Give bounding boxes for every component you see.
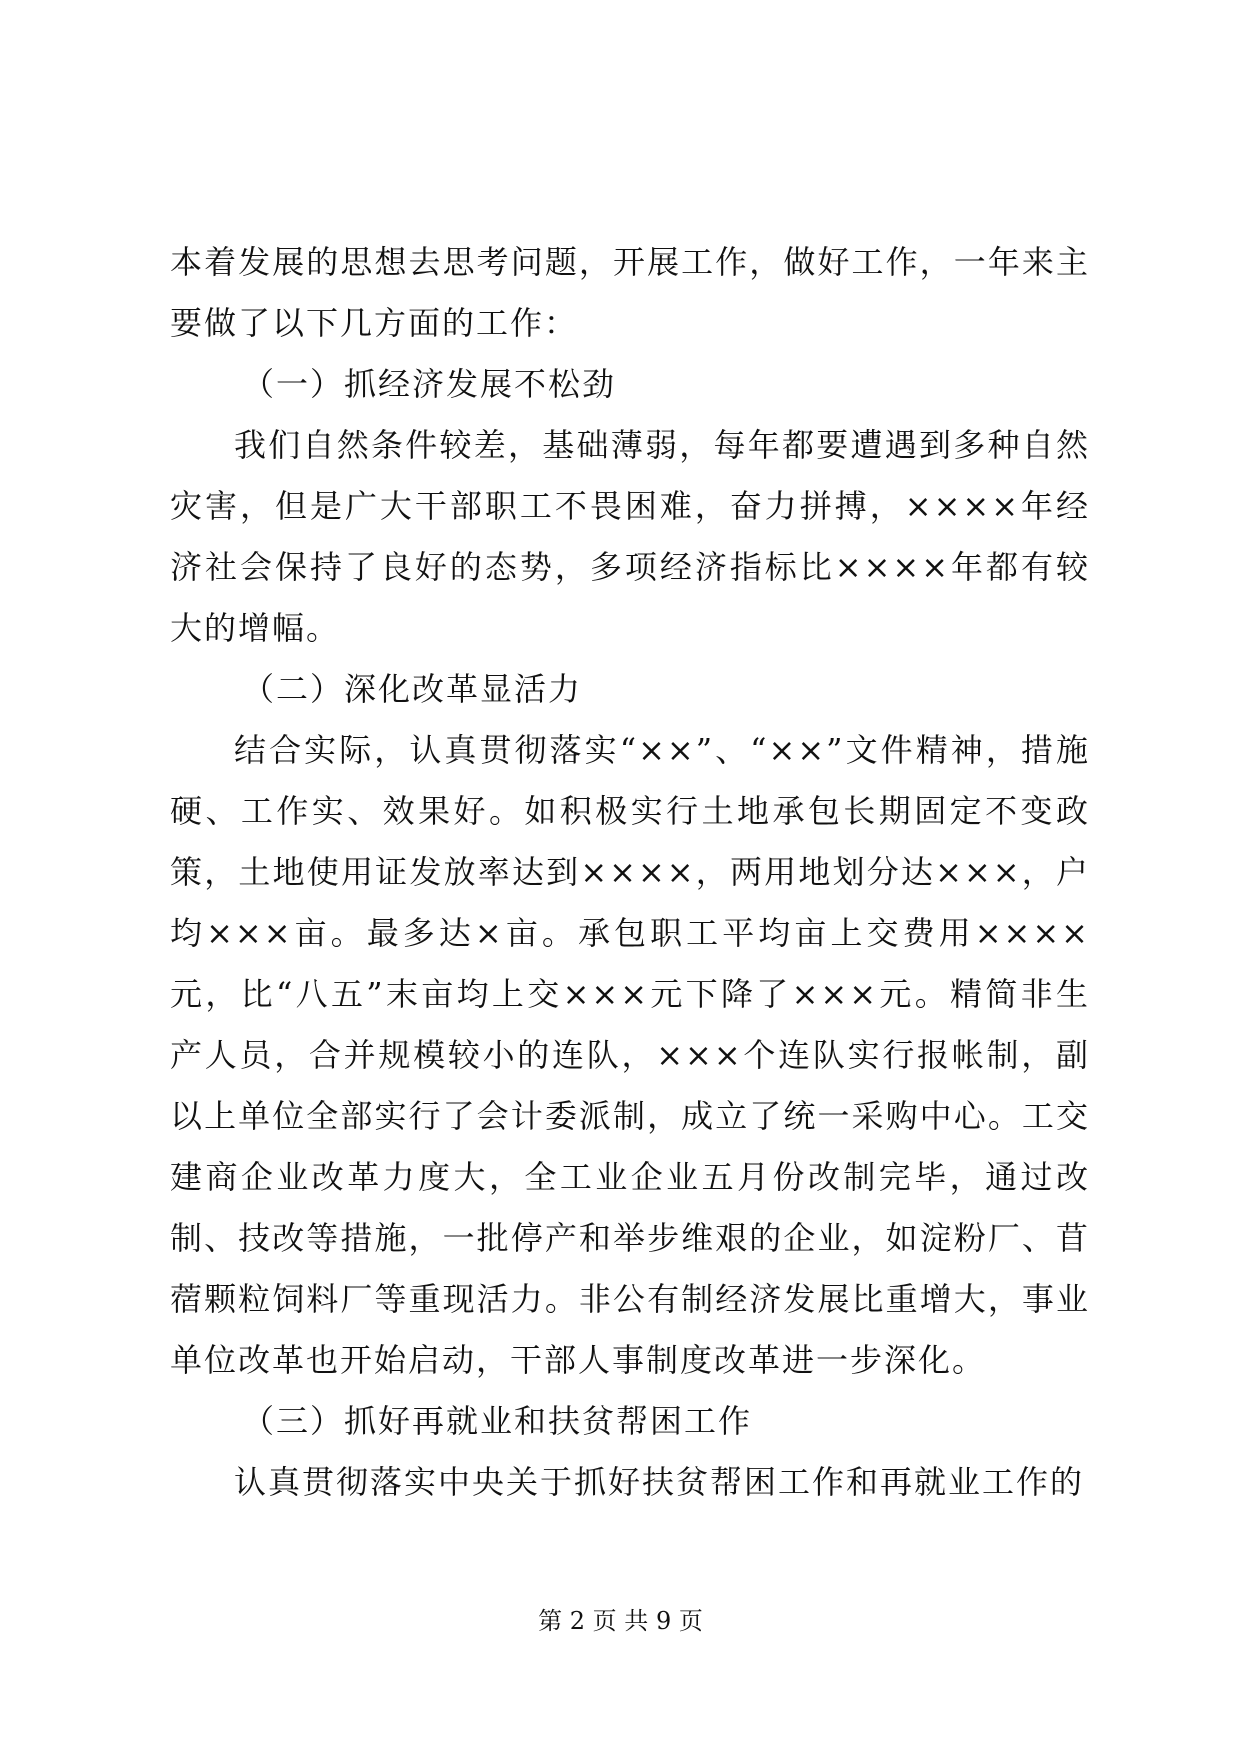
paragraph-reemployment: 认真贯彻落实中央关于抓好扶贫帮困工作和再就业工作的 xyxy=(234,1463,1085,1501)
paragraph-intro: 本着发展的思想去思考问题，开展工作，做好工作，一年来主要做了以下几方面的工作： xyxy=(170,243,1090,342)
paragraph-economy: 我们自然条件较差，基础薄弱，每年都要遭遇到多种自然灾害，但是广大干部职工不畏困难，奋力拼搏，××××年经济社会保持了良好的态势，多项经济指标比××××年都有较大的增幅。 xyxy=(170,426,1090,647)
page-number-footer: 第 2 页 共 9 页 xyxy=(538,1607,703,1635)
section-heading-1: （一）抓经济发展不松劲 xyxy=(242,365,617,403)
paragraph-reform: 结合实际，认真贯彻落实“××”、“××”文件精神，措施硬、工作实、效果好。如积极实行土地承包长期固定不变政策，土地使用证发放率达到××××，两用地划分达×××，户均×××亩。最多达×亩。承包职工平均亩上交费用××××元，比“八五”末亩均上交×××元下降了×××元。精简非生产人员，合并规模较小的连队，×××个连队实行报帐制，副以上单位全部实行了会计委派制，成立了统一采购中心。工交建商企业改革力度大，全工业企业五月份改制完毕，通过改制、技改等措施，一批停产和举步维艰的企业，如淀粉厂、苜蓿颗粒饲料厂等重现活力。非公有制经济发展比重增大，事业单位改革也开始启动，干部人事制度改革进一步深化。 xyxy=(170,731,1090,1379)
document-body xyxy=(170,232,1090,1513)
section-heading-3: （三）抓好再就业和扶贫帮困工作 xyxy=(242,1402,753,1440)
section-heading-2: （二）深化改革显活力 xyxy=(242,670,583,708)
